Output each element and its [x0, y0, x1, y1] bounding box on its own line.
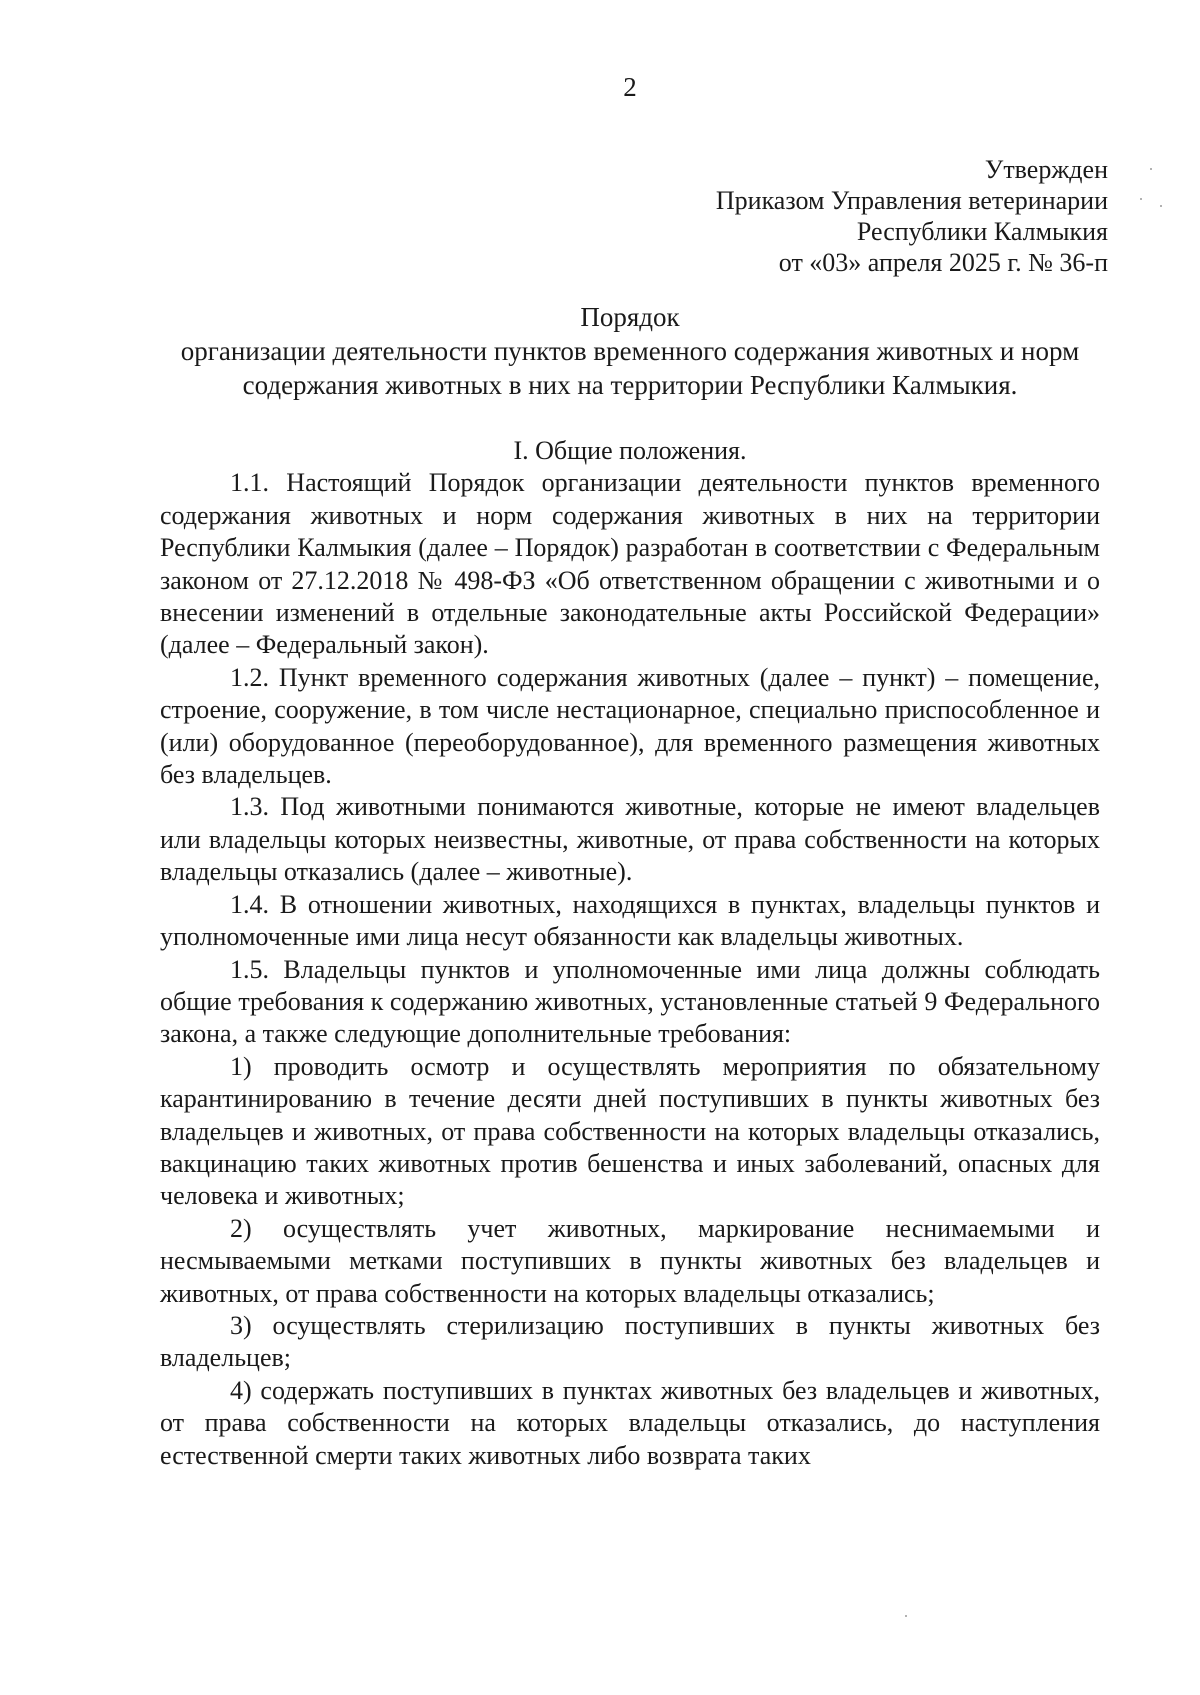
scan-speck	[1160, 205, 1162, 207]
paragraph-1-3: 1.3. Под животными понимаются животные, которые не имеют владельцев или владельцы которых неизвестны, животные, от права собственности на которых владельцы отказались (далее – животные).	[160, 792, 1100, 887]
list-item-4: 4) содержать поступивших в пунктах животных без владельцев и животных, от права собственности на которых владельцы отказались, до наступления естественной смерти таких животных либо возврата таких	[160, 1375, 1100, 1470]
approval-line-4: от «03» апреля 2025 г. № 36-п	[778, 248, 1108, 277]
paragraph-1-2: 1.2. Пункт временного содержания животных (далее – пункт) – помещение, строение, сооружение, в том числе нестационарное, специально приспособленное и (или) оборудованное (переоборудованное), для временного размещения животных без владельцев.	[160, 662, 1100, 790]
page-number: 2	[623, 72, 637, 102]
approval-line-2: Приказом Управления ветеринарии	[715, 186, 1108, 215]
approval-line-1: Утвержден	[984, 155, 1108, 184]
scan-speck	[1140, 198, 1142, 200]
scan-speck	[1150, 168, 1152, 170]
document-body	[160, 435, 1100, 1472]
paragraph-1-5: 1.5. Владельцы пунктов и уполномоченные ими лица должны соблюдать общие требования к содержанию животных, установленные статьей 9 Федерального закона, а также следующие дополнительные требования:	[160, 954, 1100, 1049]
title-subtitle: организации деятельности пунктов временного содержания животных и норм содержания животных в них на территории Республики Калмыкия.	[180, 336, 1080, 400]
title-heading: Порядок	[580, 302, 680, 332]
section-heading: I. Общие положения.	[513, 436, 747, 465]
list-item-3: 3) осуществлять стерилизацию поступивших в пункты животных без владельцев;	[160, 1310, 1100, 1373]
approval-line-3: Республики Калмыкия	[856, 217, 1108, 246]
document-title	[160, 300, 1100, 402]
paragraph-1-1: 1.1. Настоящий Порядок организации деятельности пунктов временного содержания животных и норм содержания животных в них на территории Республики Калмыкия (далее – Порядок) разработан в соответствии с Федеральным законом от 27.12.2018 № 498-ФЗ «Об ответственном обращении с животными и о внесении изменений в отдельные законодательные акты Российской Федерации» (далее – Федеральный закон).	[160, 468, 1100, 660]
approval-stamp	[716, 154, 1108, 278]
scan-speck	[905, 1615, 907, 1617]
paragraph-1-4: 1.4. В отношении животных, находящихся в пунктах, владельцы пунктов и уполномоченные ими лица несут обязанности как владельцы животных.	[160, 889, 1100, 952]
list-item-1: 1) проводить осмотр и осуществлять мероприятия по обязательному карантинированию в течение десяти дней поступивших в пункты животных без владельцев и животных, от права собственности на которых владельцы отказались, вакцинацию таких животных против бешенства и иных заболеваний, опасных для человека и животных;	[160, 1051, 1100, 1211]
list-item-2: 2) осуществлять учет животных, маркирование неснимаемыми и несмываемыми метками поступивших в пункты животных без владельцев и животных, от права собственности на которых владельцы отказались;	[160, 1213, 1100, 1308]
